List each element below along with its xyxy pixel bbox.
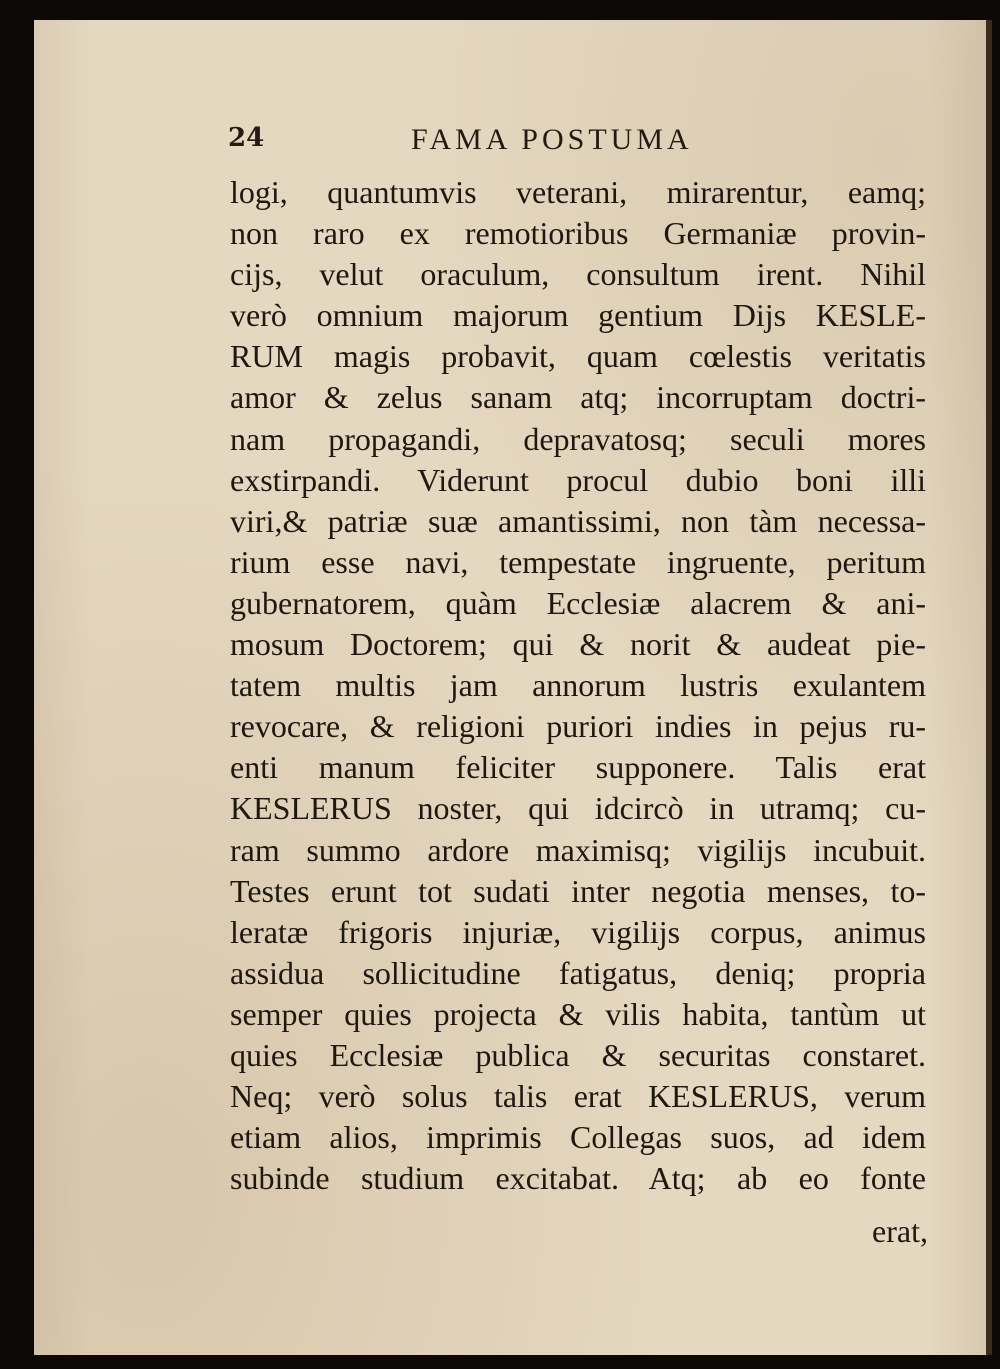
- text-line: verò omnium majorum gentium Dijs KESLE-: [230, 297, 926, 334]
- page-header: [34, 123, 986, 169]
- text-line: viri,& patriæ suæ amantissimi, non tàm necessa-: [230, 502, 926, 539]
- book-page: [34, 20, 992, 1355]
- text-line: subinde studium excitabat. Atq; ab eo fonte: [230, 1160, 926, 1197]
- catchword: erat,: [872, 1213, 928, 1249]
- text-line: amor & zelus sanam atq; incorruptam doctri-: [230, 379, 926, 416]
- text-line: gubernatorem, quàm Ecclesiæ alacrem & ani-: [230, 584, 926, 621]
- text-line: cijs, velut oraculum, consultum irent. Nihil: [230, 256, 926, 293]
- text-line: exstirpandi. Viderunt procul dubio boni illi: [230, 461, 926, 498]
- text-line: assidua sollicitudine fatigatus, deniq; propria: [230, 954, 926, 991]
- text-line: KESLERUS noster, qui idcircò in utramq; cu-: [230, 790, 926, 827]
- page-number: 24: [228, 123, 265, 153]
- running-head: FAMA POSTUMA: [411, 123, 693, 156]
- text-line: Testes erunt tot sudati inter negotia menses, to-: [230, 872, 926, 909]
- text-line: nam propagandi, depravatosq; seculi mores: [230, 420, 926, 457]
- body-text: [230, 172, 926, 1199]
- text-line: semper quies projecta & vilis habita, tantùm ut: [230, 995, 926, 1032]
- text-line: tatem multis jam annorum lustris exulantem: [230, 667, 926, 704]
- text-line: Neq; verò solus talis erat KESLERUS, verum: [230, 1078, 926, 1115]
- text-line: etiam alios, imprimis Collegas suos, ad idem: [230, 1119, 926, 1156]
- text-line: non raro ex remotioribus Germaniæ provin-: [230, 215, 926, 252]
- text-line: enti manum feliciter supponere. Talis erat: [230, 749, 926, 786]
- text-line: quies Ecclesiæ publica & securitas constaret.: [230, 1036, 926, 1073]
- text-line: mosum Doctorem; qui & norit & audeat pie-: [230, 626, 926, 663]
- text-line: RUM magis probavit, quam cœlestis veritatis: [230, 338, 926, 375]
- text-line: leratæ frigoris injuriæ, vigilijs corpus, animus: [230, 913, 926, 950]
- text-line: logi, quantumvis veterani, mirarentur, eamq;: [230, 174, 926, 210]
- text-line: rium esse navi, tempestate ingruente, peritum: [230, 543, 926, 580]
- text-line: ram summo ardore maximisq; vigilijs incubuit.: [230, 831, 926, 868]
- text-line: revocare, & religioni puriori indies in pejus ru-: [230, 708, 926, 745]
